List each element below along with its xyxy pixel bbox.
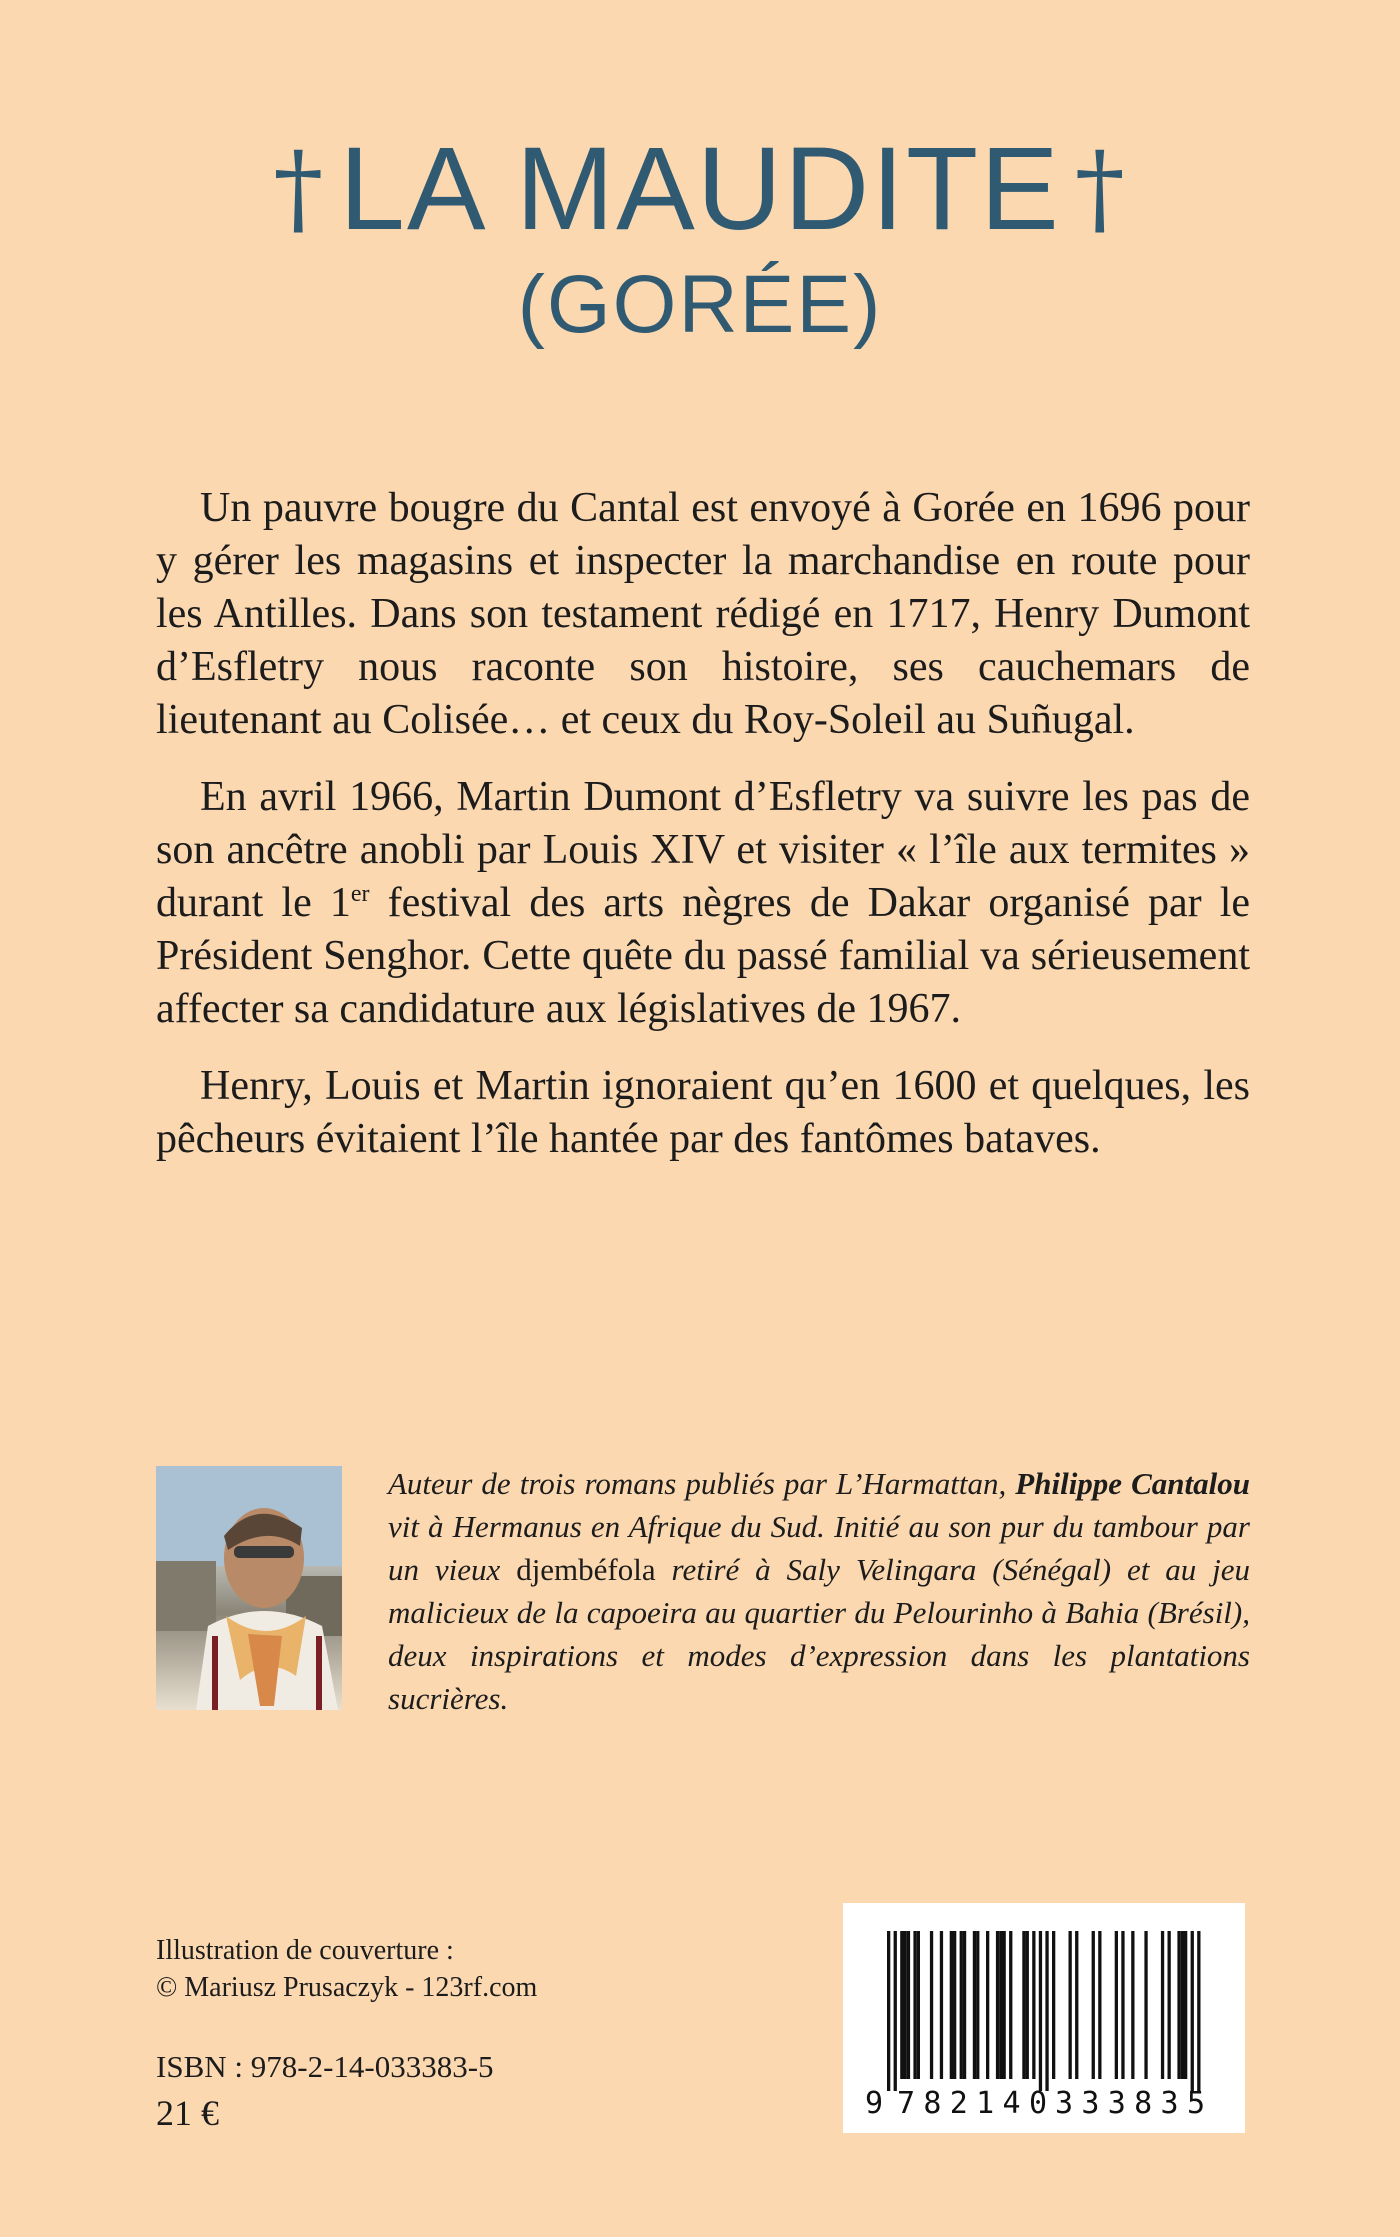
barcode-bar <box>973 1931 976 2079</box>
barcode-bar <box>1177 1931 1180 2079</box>
barcode-bar <box>963 1931 966 2079</box>
credits-line-2: © Mariusz Prusaczyk - 123rf.com <box>156 1972 538 2003</box>
credits-line-1: Illustration de couverture : <box>156 1935 454 1966</box>
barcode-first-digit: 9 <box>865 2086 884 2121</box>
barcode-bar <box>887 1931 890 2091</box>
barcode-bar <box>1098 1931 1101 2079</box>
barcode <box>843 1903 1245 2133</box>
barcode-bar <box>960 1931 963 2079</box>
barcode-bar <box>976 1931 979 2079</box>
price: 21 € <box>156 2093 219 2133</box>
cross-icon-right: † <box>1074 130 1127 247</box>
barcode-digits-left: 782140 <box>897 2086 1047 2121</box>
barcode-bars <box>887 1931 1201 2091</box>
barcode-bar <box>1052 1931 1055 2079</box>
barcode-bar <box>1144 1931 1147 2079</box>
cover-title-block <box>0 123 1400 352</box>
barcode-bar <box>1092 1931 1095 2079</box>
barcode-bar <box>1184 1931 1187 2079</box>
ordinal-superscript: er <box>350 881 370 907</box>
barcode-bar <box>930 1931 933 2079</box>
barcode-bar <box>953 1931 956 2079</box>
blurb-paragraph-2 <box>156 771 1250 1036</box>
barcode-digits-right: 333835 <box>1055 2086 1205 2121</box>
isbn: ISBN : 978-2-14-033383-5 <box>156 2049 494 2084</box>
barcode-bar <box>1131 1931 1134 2079</box>
book-title-text: LA MAUDITE <box>339 123 1061 255</box>
barcode-bar <box>1121 1931 1124 2079</box>
barcode-bar <box>1191 1931 1194 2091</box>
book-subtitle: (GORÉE) <box>517 259 883 350</box>
author-bio-text-1: Auteur de trois romans publiés par L’Harmattan, <box>388 1466 1016 1501</box>
barcode-bar <box>1115 1931 1118 2079</box>
barcode-bar <box>940 1931 943 2079</box>
cover-illustration-credits <box>156 1932 537 2006</box>
barcode-bar <box>907 1931 910 2079</box>
barcode-bar <box>917 1931 920 2079</box>
barcode-bar <box>913 1931 916 2079</box>
author-photo <box>156 1466 342 1710</box>
barcode-bar <box>904 1931 907 2079</box>
blurb-paragraph-2-text-a: En avril 1966, Martin Dumont d’Esfletry va suivre les pas de son ancêtre anobli par Louis XIV et visiter « l’île aux termites » durant le 1 <box>156 774 1250 926</box>
barcode-bar <box>1161 1931 1164 2079</box>
barcode-bar <box>1168 1931 1171 2079</box>
blurb-paragraph-2-text-b: festival des arts nègres de Dakar organisé par le Président Senghor. Cette quête du passé familial va sérieusement affecter sa candidature aux législatives de 1967. <box>156 880 1250 1032</box>
barcode-bar <box>996 1931 999 2079</box>
barcode-bar <box>1039 1931 1042 2091</box>
blurb <box>156 482 1250 1190</box>
barcode-bar <box>950 1931 953 2079</box>
book-title <box>0 123 1400 255</box>
author-bio <box>388 1462 1250 1720</box>
barcode-bar <box>986 1931 989 2079</box>
blurb-paragraph-1: Un pauvre bougre du Cantal est envoyé à Gorée en 1696 pour y gérer les magasins et inspecter la marchandise en route pour les Antilles. Dans son testament rédigé en 1717, Henry Dumont d’Esfletry nous raconte son histoire, ses cauchemars de lieutenant au Colisée… et ceux du Roy-Soleil au Suñugal. <box>156 485 1250 743</box>
barcode-bar <box>999 1931 1002 2079</box>
barcode-bar <box>1003 1931 1006 2079</box>
barcode-bar <box>900 1931 903 2079</box>
author-bio-upright-word: djembéfola <box>516 1552 656 1587</box>
barcode-bar <box>1009 1931 1012 2079</box>
author-bio-text-2: vit à Hermanus en Afrique du Sud. Initié au son pur du tambour par un vieux <box>388 1509 1250 1587</box>
barcode-bar <box>1032 1931 1035 2079</box>
barcode-bar <box>1181 1931 1184 2079</box>
barcode-bar <box>1069 1931 1072 2079</box>
barcode-bar <box>894 1931 897 2091</box>
blurb-paragraph-3: Henry, Louis et Martin ignoraient qu’en 1600 et quelques, les pêcheurs évitaient l’île hantée par des fantômes bataves. <box>156 1063 1250 1162</box>
barcode-bar <box>1045 1931 1048 2091</box>
barcode-bar <box>1026 1931 1029 2079</box>
author-bio-text-3: retiré à Saly Velingara (Sénégal) et au jeu malicieux de la capoeira au quartier du Pelourinho à Bahia (Brésil), deux inspirations et modes d’expression dans les plantations sucrières. <box>388 1552 1250 1716</box>
cross-icon-left: † <box>273 130 326 247</box>
barcode-bar <box>1075 1931 1078 2079</box>
author-name: Philippe Cantalou <box>1015 1466 1250 1501</box>
barcode-bar <box>1022 1931 1025 2079</box>
barcode-bar <box>1197 1931 1200 2091</box>
